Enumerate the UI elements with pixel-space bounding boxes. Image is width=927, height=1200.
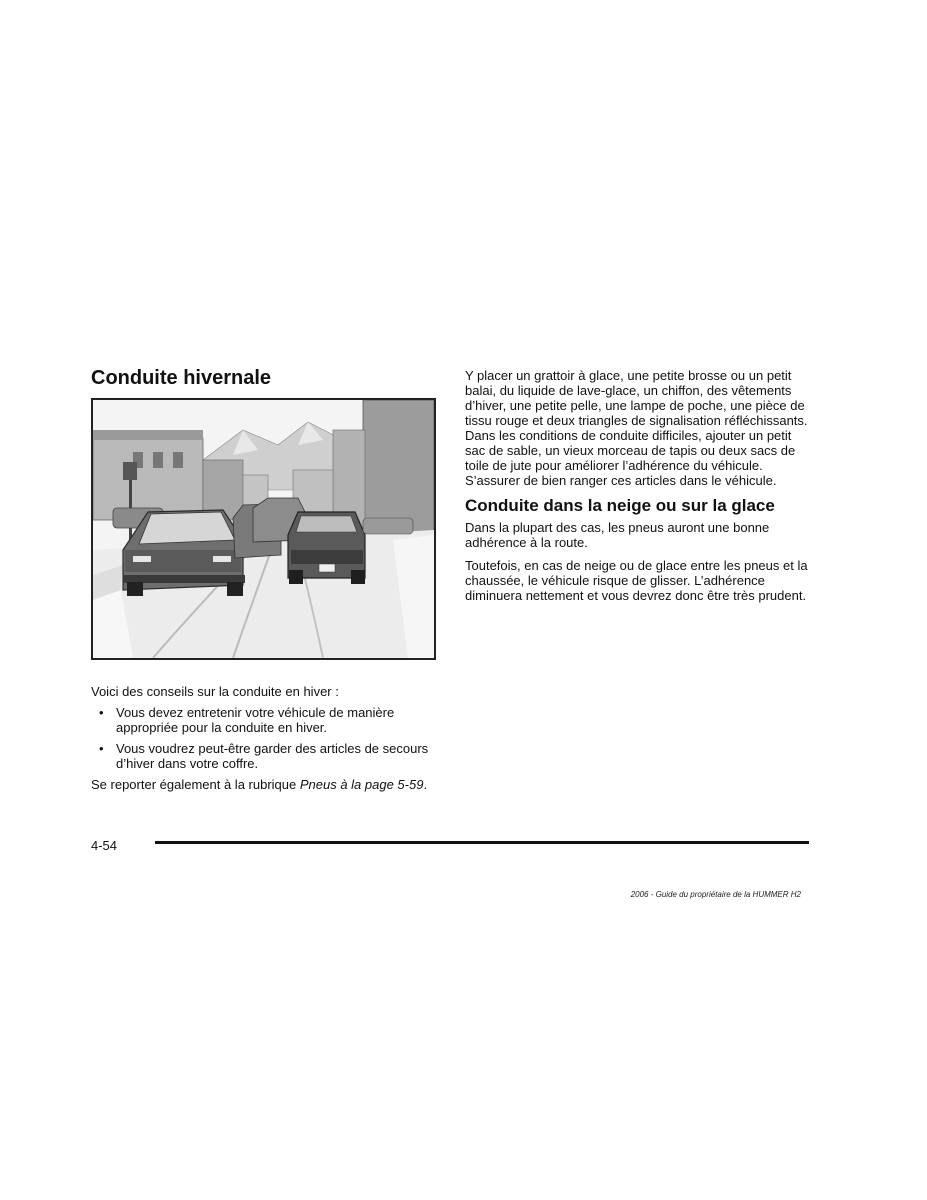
- bullet-icon: •: [99, 741, 104, 756]
- caution-paragraph: Toutefois, en cas de neige ou de glace entre les pneus et la chaussée, le véhicule risque de glisser. L’adhérence diminuera nettement et vous devrez donc être très prudent.: [465, 558, 808, 603]
- see-also-suffix: .: [423, 777, 428, 792]
- list-item-text: Vous voudrez peut-être garder des articles de secours d’hiver dans votre coffre.: [116, 741, 429, 771]
- see-also-prefix: Se reporter également à la rubrique: [91, 777, 297, 792]
- page-number: 4-54: [91, 838, 118, 853]
- see-also-text: [91, 777, 436, 792]
- list-item: [91, 705, 436, 735]
- list-item-text: Vous devez entretenir votre véhicule de manière appropriée pour la conduite en hiver.: [116, 705, 395, 735]
- left-column: [91, 366, 436, 792]
- bullet-icon: •: [99, 705, 104, 720]
- section-heading-snow-ice: Conduite dans la neige ou sur la glace: [465, 496, 775, 515]
- see-also-reference: Pneus à la page 5-59: [299, 777, 424, 792]
- section-heading-winter-driving: Conduite hivernale: [91, 367, 272, 389]
- traction-paragraph: Dans la plupart des cas, les pneus auront une bonne adhérence à la route.: [465, 520, 770, 550]
- list-item: [91, 741, 436, 771]
- right-column: [465, 368, 815, 611]
- guide-title-footer: 2006 - Guide du propriétaire de la HUMMER H2: [630, 890, 801, 899]
- winter-kit-paragraph: Y placer un grattoir à glace, une petite brosse ou un petit balai, du liquide de lave-glace, un chiffon, des vêtements d’hiver, une petite pelle, une lampe de poche, une pièce de tissu rouge et deux triangles de signalisation réfléchissants. Dans les conditions de conduite difficiles, ajouter un petit sac de sable, un vieux morceau de tapis ou deux sacs de toile de jute pour améliorer l’adhérence du véhicule. S’assurer de bien ranger ces articles dans le véhicule.: [465, 368, 808, 488]
- tips-list: [91, 705, 436, 771]
- winter-street-illustration: [91, 398, 436, 660]
- footer-divider: [155, 841, 809, 844]
- intro-text: Voici des conseils sur la conduite en hiver :: [91, 684, 339, 699]
